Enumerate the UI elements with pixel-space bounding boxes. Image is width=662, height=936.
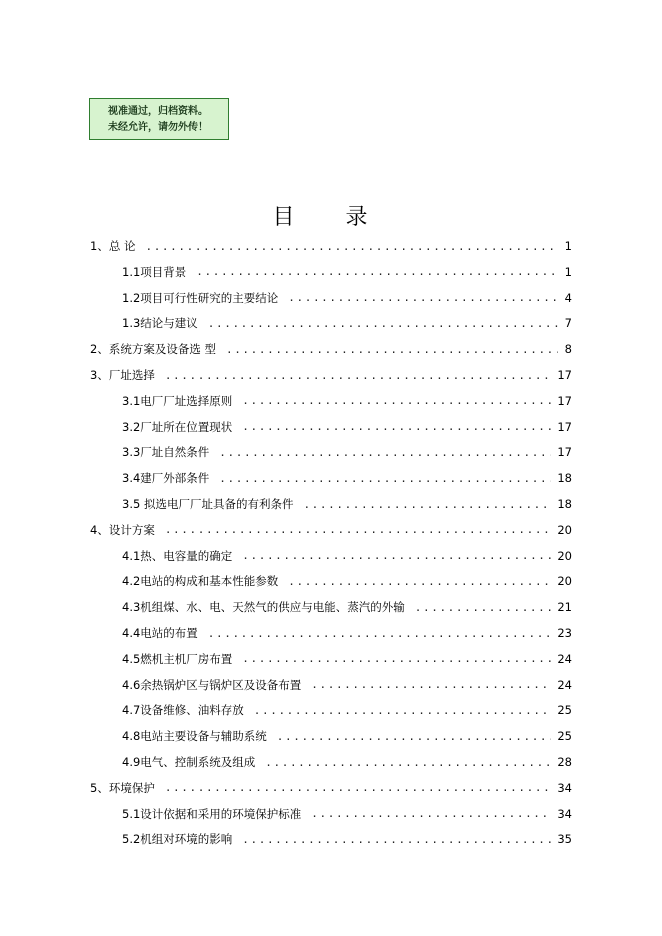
toc-entry-page: 20: [557, 574, 572, 589]
toc-entry-label: 1.1项目背景: [122, 264, 187, 279]
toc-leader-dots: [311, 678, 551, 691]
toc-entry[interactable]: [122, 468, 572, 488]
page-title: 目 录: [272, 205, 390, 230]
toc-entry[interactable]: [122, 262, 572, 282]
toc-entry-page: 35: [557, 832, 572, 847]
confidential-notice: [89, 98, 229, 140]
toc-entry-page: 1: [564, 264, 572, 279]
toc-entry[interactable]: [122, 546, 572, 566]
toc-leader-dots: [226, 343, 558, 356]
toc-entry-page: 1: [564, 239, 572, 253]
toc-entry[interactable]: [90, 236, 572, 256]
toc-leader-dots: [242, 394, 551, 407]
toc-leader-dots: [208, 317, 558, 330]
toc-leader-dots: [288, 291, 558, 304]
toc-entry[interactable]: [90, 520, 572, 540]
toc-entry[interactable]: [90, 778, 572, 798]
toc-entry-label: 1.3结论与建议: [122, 316, 198, 331]
toc-entry[interactable]: [122, 829, 572, 849]
toc-entry-label: 3.4建厂外部条件: [122, 471, 210, 486]
toc-leader-dots: [303, 498, 551, 511]
toc-leader-dots: [219, 472, 551, 485]
toc-entry-page: 18: [557, 471, 572, 486]
toc-entry-label: 3、厂址选择: [90, 368, 155, 382]
toc-entry[interactable]: [122, 597, 572, 617]
toc-entry[interactable]: [122, 442, 572, 462]
notice-line-2: 未经允许，请勿外传！: [108, 122, 208, 133]
notice-line-1: 视准通过，归档资料。: [108, 106, 208, 117]
toc-entry-page: 17: [557, 393, 572, 408]
toc-leader-dots: [145, 240, 558, 253]
toc-entry-page: 23: [557, 626, 572, 640]
toc-leader-dots: [165, 523, 552, 536]
toc-entry[interactable]: [122, 700, 572, 720]
toc-entry-label: 3.2厂址所在位置现状: [122, 419, 233, 434]
toc-entry-label: 4.1热、电容量的确定: [122, 548, 233, 563]
toc-entry-label: 4.3机组煤、水、电、天然气的供应与电能、蒸汽的外输: [122, 600, 405, 615]
toc-entry-label: 1、总 论: [90, 239, 136, 253]
toc-entry-label: 4.4电站的布置: [122, 626, 198, 640]
toc-entry-page: 17: [557, 368, 572, 382]
toc-entry-label: 5.2机组对环境的影响: [122, 832, 233, 847]
toc-entry-label: 3.5 拟选电厂厂址具备的有利条件: [122, 497, 294, 511]
toc-entry-label: 4.7设备维修、油料存放: [122, 703, 244, 718]
toc-leader-dots: [265, 756, 551, 769]
toc-leader-dots: [288, 575, 551, 588]
toc-entry-page: 17: [557, 419, 572, 434]
toc-entry[interactable]: [90, 365, 572, 385]
toc-leader-dots: [219, 446, 551, 459]
toc-entry-page: 24: [557, 677, 572, 692]
toc-entry-page: 4: [564, 290, 572, 305]
toc-entry[interactable]: [122, 417, 572, 437]
toc-entry-page: 18: [557, 497, 572, 511]
toc-entry-label: 4.5燃机主机厂房布置: [122, 651, 233, 666]
toc-entry[interactable]: [122, 726, 572, 746]
toc-leader-dots: [254, 704, 552, 717]
toc-leader-dots: [277, 730, 552, 743]
toc-entry[interactable]: [122, 675, 572, 695]
toc-entry-page: 17: [557, 445, 572, 460]
toc-entry-label: 4.2电站的构成和基本性能参数: [122, 574, 279, 589]
toc-entry-label: 3.3厂址自然条件: [122, 445, 210, 460]
toc-entry[interactable]: [122, 313, 572, 333]
toc-entry-page: 25: [557, 703, 572, 718]
toc-entry-page: 7: [564, 316, 572, 331]
toc-entry-label: 1.2项目可行性研究的主要结论: [122, 290, 279, 305]
toc-entry-page: 8: [564, 342, 572, 357]
toc-leader-dots: [208, 627, 552, 640]
toc-entry-label: 4.8电站主要设备与辅助系统: [122, 729, 267, 744]
toc-entry[interactable]: [122, 391, 572, 411]
toc-entry-label: 4.9电气、控制系统及组成: [122, 755, 256, 769]
toc-entry[interactable]: [122, 571, 572, 591]
toc-entry-label: 4、设计方案: [90, 522, 155, 537]
toc-leader-dots: [242, 833, 551, 846]
toc-entry-page: 21: [557, 600, 572, 615]
toc-leader-dots: [242, 420, 551, 433]
toc-leader-dots: [311, 807, 551, 820]
toc-entry[interactable]: [122, 623, 572, 643]
toc-entry-page: 20: [557, 548, 572, 563]
toc-entry-page: 34: [557, 780, 572, 795]
toc-entry[interactable]: [90, 339, 572, 359]
toc-leader-dots: [242, 652, 551, 665]
toc-leader-dots: [242, 549, 551, 562]
toc-entry[interactable]: [122, 752, 572, 772]
toc-entry[interactable]: [122, 804, 572, 824]
toc-leader-dots: [196, 265, 558, 278]
toc-entry-label: 5、环境保护: [90, 780, 155, 795]
toc-entry[interactable]: [122, 494, 572, 514]
toc-leader-dots: [415, 601, 552, 614]
toc-leader-dots: [165, 781, 552, 794]
toc-entry-label: 3.1电厂厂址选择原则: [122, 393, 233, 408]
toc-entry-label: 4.6余热锅炉区与锅炉区及设备布置: [122, 677, 302, 692]
toc-entry-page: 34: [557, 806, 572, 821]
toc-leader-dots: [165, 369, 552, 382]
toc-entry-page: 25: [557, 729, 572, 744]
toc-entry-label: 5.1设计依据和采用的环境保护标准: [122, 806, 302, 821]
toc-entry-label: 2、系统方案及设备选 型: [90, 342, 216, 357]
toc-entry[interactable]: [122, 288, 572, 308]
toc-entry[interactable]: [122, 649, 572, 669]
toc-entry-page: 20: [557, 522, 572, 537]
toc-entry-page: 24: [557, 651, 572, 666]
toc-entry-page: 28: [557, 755, 572, 769]
